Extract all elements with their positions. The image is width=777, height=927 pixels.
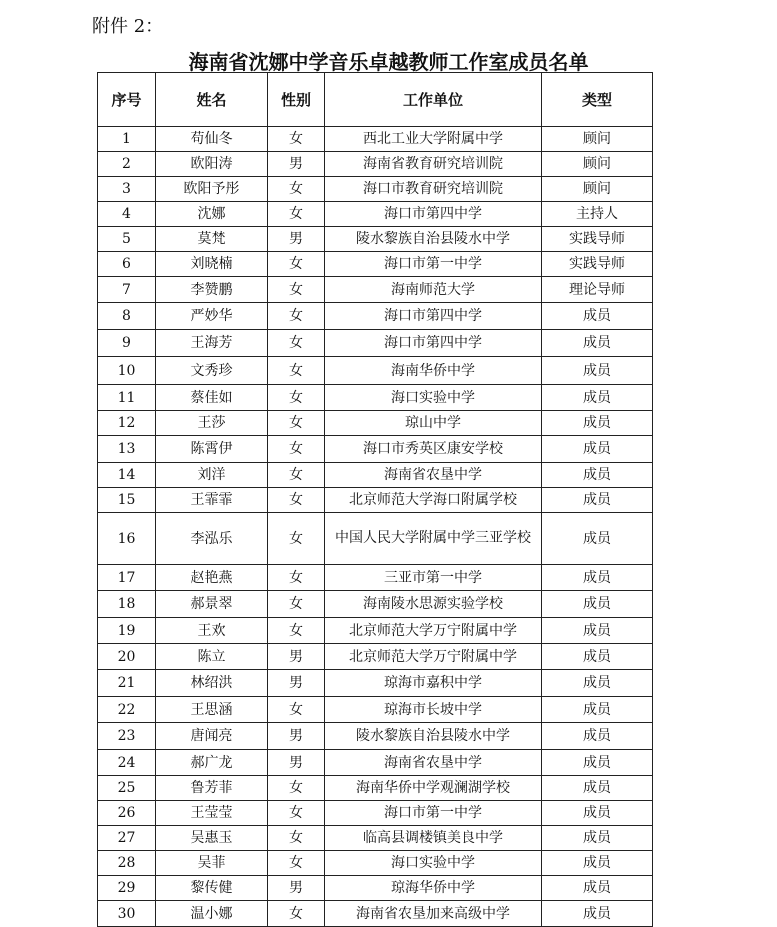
table-row [98,127,653,152]
cell-type: 成员 [542,876,653,901]
document-title: 海南省沈娜中学音乐卓越教师工作室成员名单 [188,50,589,74]
cell-type: 成员 [542,357,653,385]
cell-gender: 女 [268,277,325,303]
table-row [98,488,653,513]
cell-type: 成员 [542,513,653,565]
table-header-row [98,73,653,127]
cell-type: 成员 [542,488,653,513]
cell-index: 14 [98,463,156,488]
table-row [98,670,653,697]
cell-type: 成员 [542,901,653,927]
cell-type: 成员 [542,618,653,644]
table-row [98,252,653,277]
cell-gender: 女 [268,357,325,385]
cell-gender: 女 [268,202,325,227]
cell-index: 23 [98,723,156,750]
cell-workplace: 海口实验中学 [325,851,542,876]
cell-workplace: 琼海市嘉积中学 [325,670,542,697]
cell-gender: 女 [268,411,325,436]
cell-gender: 女 [268,177,325,202]
cell-type: 理论导师 [542,277,653,303]
cell-workplace: 北京师范大学海口附属学校 [325,488,542,513]
cell-type: 实践导师 [542,227,653,252]
table-row [98,851,653,876]
cell-type: 成员 [542,826,653,851]
cell-index: 21 [98,670,156,697]
table-row [98,591,653,618]
cell-name: 王莹莹 [156,801,268,826]
cell-gender: 男 [268,723,325,750]
cell-gender: 女 [268,385,325,411]
column-header-name: 姓名 [156,73,268,127]
cell-gender: 女 [268,488,325,513]
cell-index: 18 [98,591,156,618]
cell-workplace: 琼海华侨中学 [325,876,542,901]
cell-index: 1 [98,127,156,152]
cell-name: 陈立 [156,644,268,670]
cell-index: 11 [98,385,156,411]
table-row [98,330,653,357]
cell-index: 22 [98,697,156,723]
cell-workplace: 海南省农垦中学 [325,463,542,488]
cell-name: 赵艳燕 [156,565,268,591]
cell-gender: 男 [268,670,325,697]
cell-gender: 女 [268,303,325,330]
table-body [98,127,653,927]
cell-index: 9 [98,330,156,357]
cell-name: 林绍洪 [156,670,268,697]
cell-workplace: 琼海市长坡中学 [325,697,542,723]
cell-workplace: 中国人民大学附属中学三亚学校 [325,513,542,565]
cell-type: 顾问 [542,127,653,152]
member-table [97,72,653,927]
table-row [98,177,653,202]
cell-gender: 女 [268,565,325,591]
cell-workplace: 海口实验中学 [325,385,542,411]
table-row [98,411,653,436]
cell-name: 唐闻亮 [156,723,268,750]
cell-index: 8 [98,303,156,330]
cell-name: 郝广龙 [156,750,268,776]
table-row [98,618,653,644]
cell-gender: 女 [268,330,325,357]
cell-workplace: 海南省教育研究培训院 [325,152,542,177]
cell-gender: 男 [268,227,325,252]
cell-type: 顾问 [542,177,653,202]
cell-index: 24 [98,750,156,776]
cell-type: 成员 [542,565,653,591]
cell-workplace: 北京师范大学万宁附属中学 [325,618,542,644]
cell-workplace: 海南省农垦中学 [325,750,542,776]
cell-index: 29 [98,876,156,901]
cell-type: 成员 [542,463,653,488]
cell-name: 欧阳涛 [156,152,268,177]
cell-type: 成员 [542,750,653,776]
cell-name: 严妙华 [156,303,268,330]
cell-workplace: 海口市第一中学 [325,252,542,277]
table-row [98,152,653,177]
cell-index: 16 [98,513,156,565]
cell-index: 4 [98,202,156,227]
table-row [98,463,653,488]
table-row [98,750,653,776]
cell-gender: 女 [268,697,325,723]
cell-workplace: 海南华侨中学 [325,357,542,385]
cell-name: 王莎 [156,411,268,436]
table-row [98,801,653,826]
cell-workplace: 海口市第四中学 [325,303,542,330]
cell-type: 成员 [542,411,653,436]
cell-gender: 女 [268,591,325,618]
cell-name: 李泓乐 [156,513,268,565]
cell-name: 郝景翠 [156,591,268,618]
cell-type: 成员 [542,303,653,330]
table-row [98,202,653,227]
table-row [98,723,653,750]
cell-name: 刘晓楠 [156,252,268,277]
cell-index: 17 [98,565,156,591]
cell-workplace: 海口市秀英区康安学校 [325,436,542,463]
table-row [98,776,653,801]
cell-workplace: 海口市教育研究培训院 [325,177,542,202]
cell-gender: 男 [268,876,325,901]
cell-workplace: 西北工业大学附属中学 [325,127,542,152]
cell-name: 文秀珍 [156,357,268,385]
cell-gender: 女 [268,801,325,826]
cell-type: 成员 [542,670,653,697]
cell-index: 28 [98,851,156,876]
cell-workplace: 海南华侨中学观澜湖学校 [325,776,542,801]
cell-workplace: 海口市第四中学 [325,330,542,357]
cell-type: 成员 [542,723,653,750]
cell-name: 苟仙冬 [156,127,268,152]
table-row [98,436,653,463]
cell-gender: 女 [268,826,325,851]
cell-type: 实践导师 [542,252,653,277]
cell-gender: 女 [268,513,325,565]
attachment-label: 附件 2： [92,16,164,37]
cell-index: 19 [98,618,156,644]
table-row [98,357,653,385]
cell-index: 27 [98,826,156,851]
cell-type: 成员 [542,644,653,670]
cell-gender: 女 [268,127,325,152]
cell-index: 2 [98,152,156,177]
cell-gender: 女 [268,618,325,644]
column-header-index: 序号 [98,73,156,127]
cell-index: 15 [98,488,156,513]
cell-workplace: 海口市第四中学 [325,202,542,227]
cell-index: 13 [98,436,156,463]
cell-workplace: 三亚市第一中学 [325,565,542,591]
cell-name: 王海芳 [156,330,268,357]
cell-name: 黎传健 [156,876,268,901]
cell-name: 鲁芳菲 [156,776,268,801]
table-row [98,277,653,303]
cell-name: 吴惠玉 [156,826,268,851]
cell-type: 成员 [542,436,653,463]
cell-gender: 女 [268,851,325,876]
cell-name: 温小娜 [156,901,268,927]
cell-type: 成员 [542,330,653,357]
table-row [98,513,653,565]
cell-index: 6 [98,252,156,277]
cell-index: 5 [98,227,156,252]
table-row [98,303,653,330]
cell-type: 主持人 [542,202,653,227]
cell-type: 成员 [542,385,653,411]
table-row [98,697,653,723]
cell-name: 莫梵 [156,227,268,252]
cell-index: 25 [98,776,156,801]
cell-name: 欧阳予彤 [156,177,268,202]
cell-gender: 女 [268,463,325,488]
cell-workplace: 海南陵水思源实验学校 [325,591,542,618]
table-row [98,227,653,252]
cell-gender: 男 [268,644,325,670]
column-header-type: 类型 [542,73,653,127]
cell-type: 成员 [542,776,653,801]
cell-workplace: 陵水黎族自治县陵水中学 [325,723,542,750]
cell-index: 10 [98,357,156,385]
cell-type: 顾问 [542,152,653,177]
cell-name: 王思涵 [156,697,268,723]
cell-name: 沈娜 [156,202,268,227]
cell-workplace: 北京师范大学万宁附属中学 [325,644,542,670]
cell-workplace: 海南省农垦加来高级中学 [325,901,542,927]
cell-name: 陈霄伊 [156,436,268,463]
cell-name: 王欢 [156,618,268,644]
cell-workplace: 临高县调楼镇美良中学 [325,826,542,851]
cell-index: 26 [98,801,156,826]
cell-workplace: 海南师范大学 [325,277,542,303]
cell-index: 3 [98,177,156,202]
table-row [98,901,653,927]
cell-gender: 女 [268,776,325,801]
table-row [98,385,653,411]
cell-name: 王霏霏 [156,488,268,513]
cell-gender: 男 [268,750,325,776]
cell-type: 成员 [542,851,653,876]
cell-gender: 女 [268,436,325,463]
cell-index: 12 [98,411,156,436]
cell-type: 成员 [542,591,653,618]
cell-name: 蔡佳如 [156,385,268,411]
cell-index: 20 [98,644,156,670]
cell-index: 7 [98,277,156,303]
cell-type: 成员 [542,697,653,723]
cell-gender: 女 [268,901,325,927]
table-row [98,876,653,901]
cell-name: 李赞鹏 [156,277,268,303]
cell-type: 成员 [542,801,653,826]
column-header-workplace: 工作单位 [325,73,542,127]
table-row [98,565,653,591]
column-header-gender: 性别 [268,73,325,127]
cell-name: 刘洋 [156,463,268,488]
table-row [98,826,653,851]
cell-workplace: 海口市第一中学 [325,801,542,826]
cell-gender: 男 [268,152,325,177]
cell-index: 30 [98,901,156,927]
cell-workplace: 陵水黎族自治县陵水中学 [325,227,542,252]
cell-name: 吴菲 [156,851,268,876]
cell-workplace: 琼山中学 [325,411,542,436]
table-row [98,644,653,670]
cell-gender: 女 [268,252,325,277]
